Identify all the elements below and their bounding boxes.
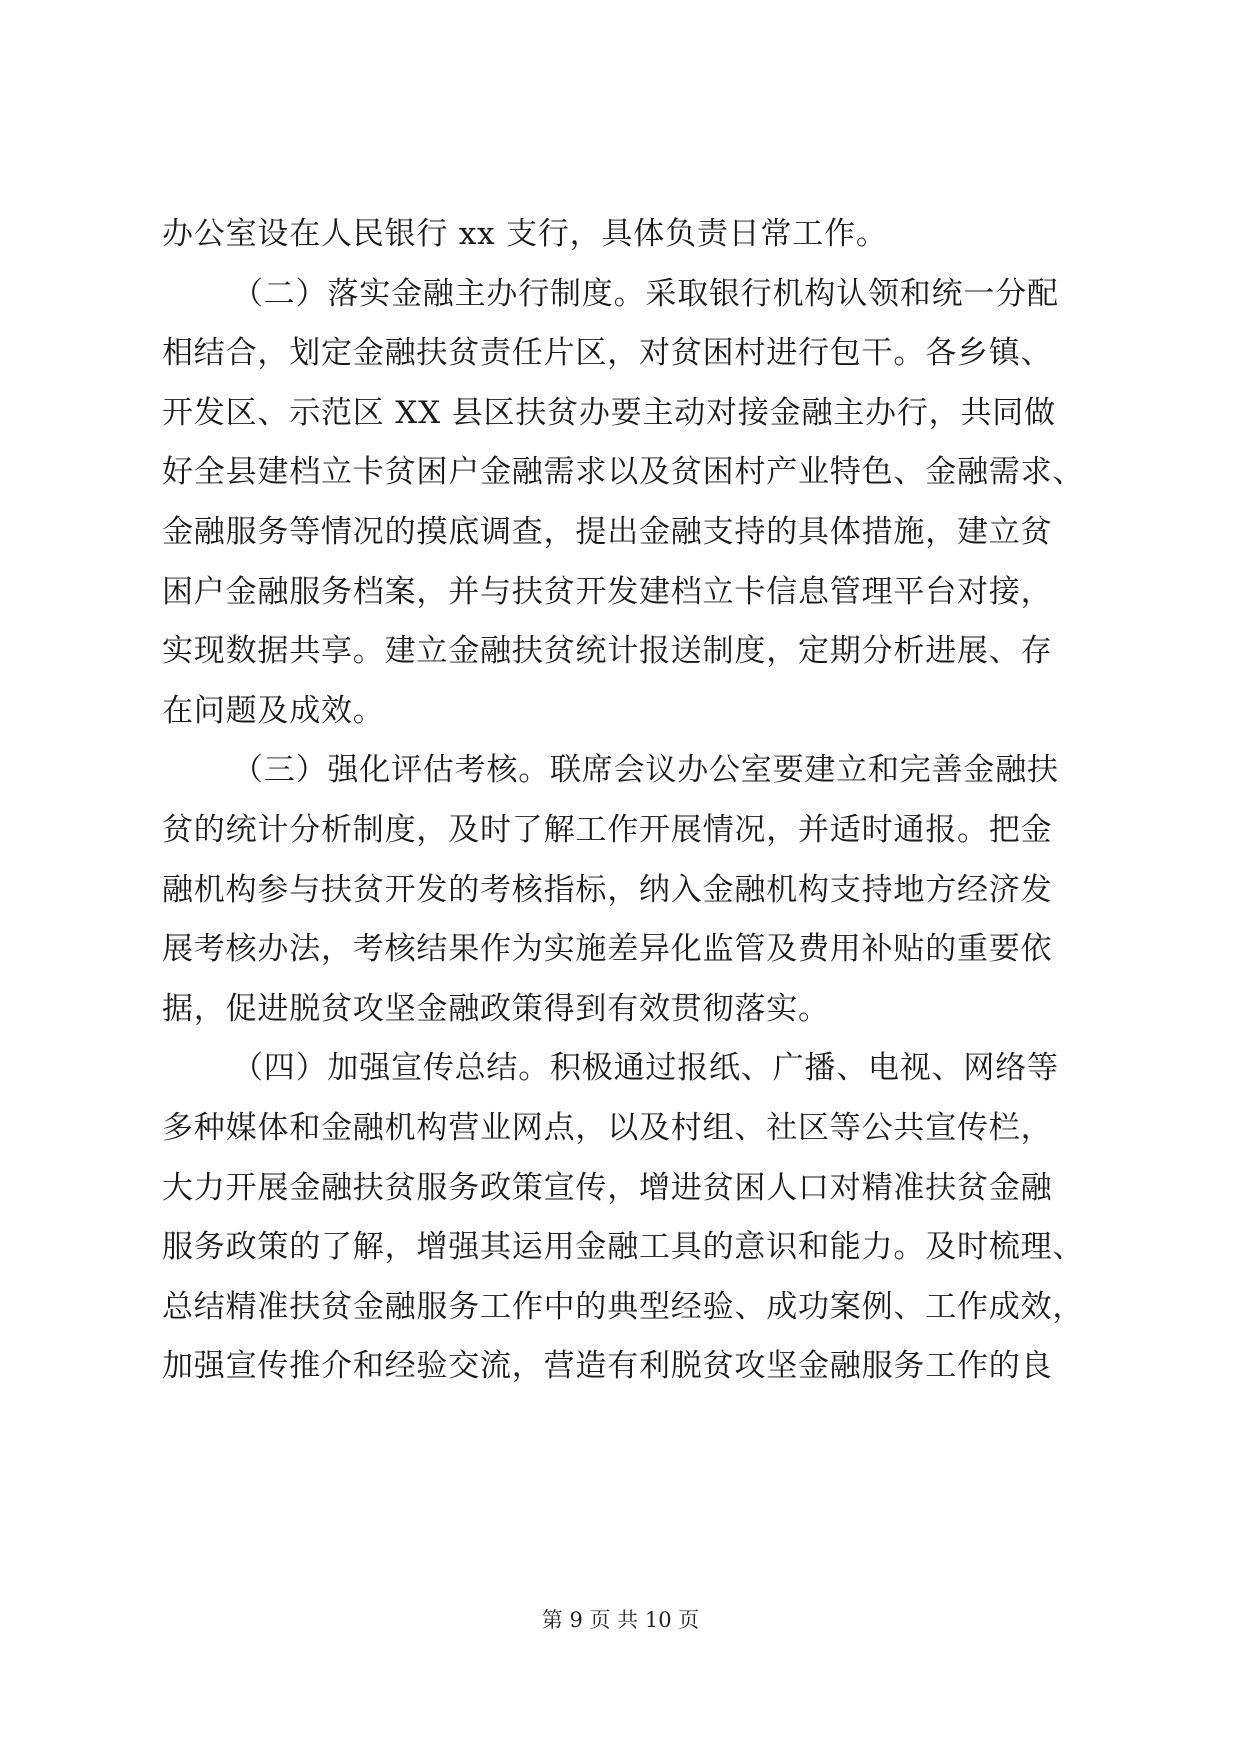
section-3-heading-line: （三）强化评估考核。联席会议办公室要建立和完善金融扶 bbox=[232, 752, 1059, 789]
text-line: 大力开展金融扶贫服务政策宣传，增进贫困人口对精准扶贫金融 bbox=[162, 1169, 1053, 1206]
text-line: 好全县建档立卡贫困户金融需求以及贫困村产业特色、金融需求、 bbox=[162, 454, 1085, 491]
text-line: 贫的统计分析制度，及时了解工作开展情况，并适时通报。把金 bbox=[162, 811, 1053, 848]
text-line: 多种媒体和金融机构营业网点，以及村组、社区等公共宣传栏， bbox=[162, 1109, 1053, 1146]
text-line: 开发区、示范区 XX 县区扶贫办要主动对接金融主办行，共同做 bbox=[162, 394, 1056, 431]
text-line: 展考核办法，考核结果作为实施差异化监管及费用补贴的重要依 bbox=[162, 931, 1053, 968]
text-line: 服务政策的了解，增强其运用金融工具的意识和能力。及时梳理、 bbox=[162, 1229, 1085, 1266]
text-line: 在问题及成效。 bbox=[162, 692, 385, 729]
page-number-footer: 第 9 页 共 10 页 bbox=[541, 1608, 700, 1632]
text-line: 金融服务等情况的摸底调查，提出金融支持的具体措施，建立贫 bbox=[162, 513, 1053, 550]
text-line: 据，促进脱贫攻坚金融政策得到有效贯彻落实。 bbox=[162, 990, 830, 1027]
section-2-heading-line: （二）落实金融主办行制度。采取银行机构认领和统一分配 bbox=[232, 275, 1059, 312]
document-body bbox=[162, 205, 1085, 1397]
text-line: 相结合，划定金融扶贫责任片区，对贫困村进行包干。各乡镇、 bbox=[162, 335, 1053, 372]
text-line: 困户金融服务档案，并与扶贫开发建档立卡信息管理平台对接， bbox=[162, 573, 1053, 610]
section-4-heading-line: （四）加强宣传总结。积极通过报纸、广播、电视、网络等 bbox=[232, 1050, 1059, 1087]
text-line: 加强宣传推介和经验交流，营造有利脱贫攻坚金融服务工作的良 bbox=[162, 1348, 1053, 1385]
text-line: 办公室设在人民银行 xx 支行，具体负责日常工作。 bbox=[162, 216, 888, 252]
text-line: 融机构参与扶贫开发的考核指标，纳入金融机构支持地方经济发 bbox=[162, 871, 1053, 908]
text-line: 总结精准扶贫金融服务工作中的典型经验、成功案例、工作成效， bbox=[162, 1288, 1085, 1325]
text-line: 实现数据共享。建立金融扶贫统计报送制度，定期分析进展、存 bbox=[162, 633, 1053, 670]
